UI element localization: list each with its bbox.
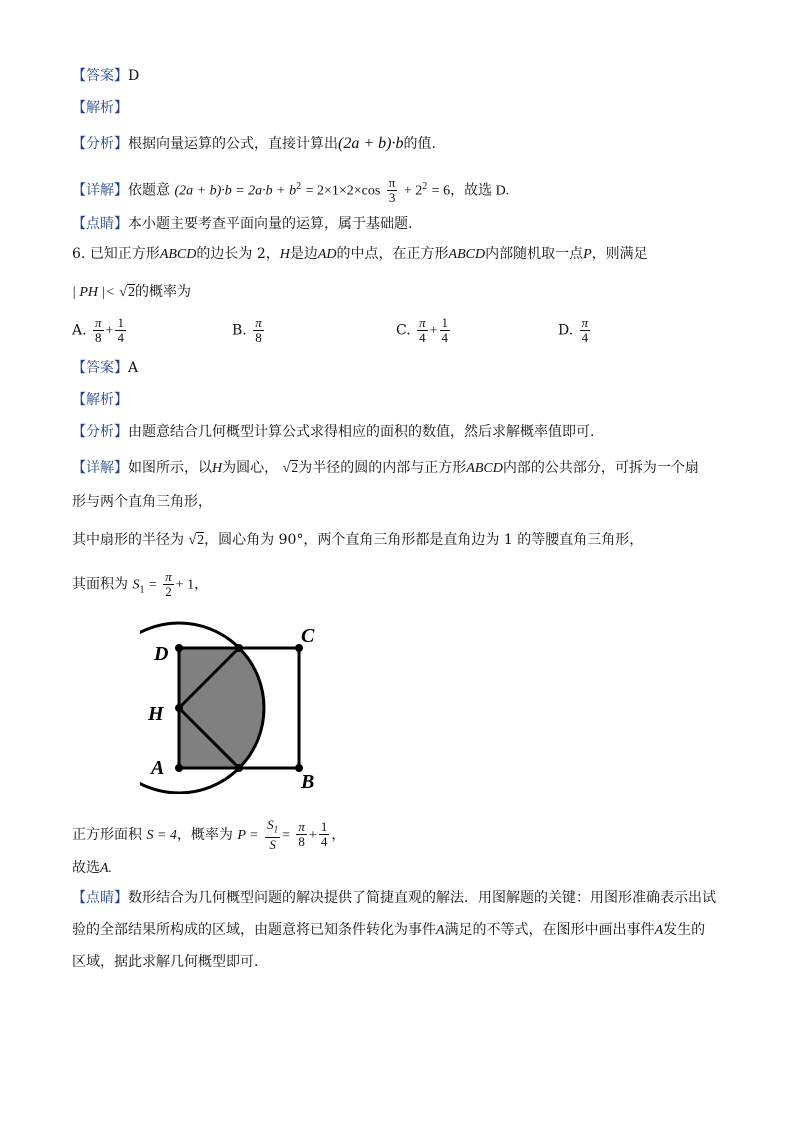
xiangjie-text: 依题意 — [128, 182, 170, 199]
xiangjie-line-q6: 【详解】如图所示，以H为圆心， √2为半径的圆的内部与正方形ABCD内部的公共部分，可拆为一个扇 — [72, 460, 699, 476]
answer-tag: 【答案】 — [72, 68, 128, 84]
frac-num: π — [388, 175, 396, 190]
frac-den: 4 — [419, 330, 426, 345]
stem-part: 的中点，在正方形 — [336, 246, 449, 262]
equals: = — [282, 827, 290, 843]
dianjing-tag: 【点睛】 — [72, 890, 128, 906]
square-name: ABCD — [466, 461, 503, 476]
option-a[interactable] — [72, 316, 128, 345]
fenxi-tag: 【分析】 — [72, 136, 128, 152]
answer-line-q6 — [72, 358, 138, 378]
label-d: D — [154, 643, 169, 665]
pi-over-3-fraction — [387, 176, 398, 205]
dianjing-tag: 【点睛】 — [72, 216, 128, 232]
fraction — [417, 316, 428, 345]
condition-expression: | PH |< — [72, 285, 115, 300]
point-h: H — [212, 461, 223, 476]
probability-line — [72, 818, 345, 852]
frac-num: π — [165, 569, 172, 584]
side-ad: AD — [317, 247, 337, 262]
text-part: ， — [331, 826, 346, 843]
subscript: 1 — [139, 584, 145, 596]
option-label: C. — [396, 322, 411, 339]
frac-den: S — [269, 836, 276, 852]
fenxi-line-q6 — [72, 422, 594, 442]
answer-tag: 【答案】 — [72, 360, 128, 376]
point-p: P — [583, 247, 592, 262]
option-d[interactable] — [558, 316, 592, 345]
plus: + — [105, 323, 114, 339]
answer-value: D — [128, 68, 140, 84]
text-part: 数形结合为几何概型问题的解决提供了简捷直观的解法．用图解题的关键：用图形准确表示出试 — [128, 890, 716, 906]
frac-num: 1 — [320, 819, 328, 835]
text-part: 为半径的圆的内部与正方形 — [298, 460, 467, 476]
frac-den: 4 — [320, 834, 328, 850]
xiangjie-continued — [72, 492, 212, 512]
frac-num: π — [298, 819, 305, 835]
fraction — [253, 316, 264, 345]
option-b[interactable] — [232, 316, 266, 345]
fraction — [440, 316, 451, 345]
stem-part: 的边长为 2， — [196, 246, 280, 262]
dianjing-text: 本小题主要考查平面向量的运算，属于基础题. — [128, 216, 413, 232]
stem-part: 是边 — [289, 246, 318, 262]
stem-part: ，则满足 — [591, 246, 648, 262]
plus-two: + 2 — [403, 183, 423, 199]
option-c[interactable] — [396, 316, 452, 345]
frac-den: 2 — [165, 584, 172, 599]
answer-value: A — [128, 360, 139, 376]
frac-den: 4 — [117, 330, 124, 345]
fraction — [296, 820, 307, 849]
fraction — [580, 316, 591, 345]
xiangjie-tag: 【详解】 — [72, 460, 128, 476]
dianjing-line-q6 — [72, 888, 716, 908]
text-part: + 1， — [175, 577, 209, 593]
dianjing-line-2 — [72, 920, 705, 941]
exponent: 2 — [296, 180, 302, 192]
question-6-stem — [72, 244, 648, 265]
answer-line-q5 — [72, 66, 139, 86]
intersection-top-dot — [235, 644, 243, 652]
frac-num: $S_1$ — [265, 818, 280, 838]
point-a-dot — [175, 764, 183, 772]
frac-den: 4 — [581, 330, 589, 345]
label-h: H — [148, 703, 164, 725]
square-area: S = 4 — [146, 827, 177, 843]
text-part: 发生的 — [663, 922, 706, 938]
text-part: 其面积为 — [72, 576, 128, 593]
s1-over-s-fraction — [265, 818, 280, 852]
fraction — [93, 316, 104, 345]
option-label: D. — [558, 322, 574, 339]
text-part: 区域，据此求解几何概型即可. — [72, 954, 259, 970]
label-a: A — [151, 757, 165, 779]
question-6-condition: | PH |< √2的概率为 — [72, 284, 191, 300]
event-a: A — [654, 923, 664, 938]
text-part: ，圆心角为 90°，两个直角三角形都是直角边为 1 的等腰直角三角形， — [204, 532, 644, 548]
text-part: 正方形面积 — [72, 826, 142, 843]
xiangjie-line-q5 — [72, 176, 509, 205]
frac-num: π — [419, 315, 426, 330]
fenxi-text: 根据向量运算的公式，直接计算出 — [128, 136, 338, 152]
sector-radius-line: 其中扇形的半径为 √2，圆心角为 90°，两个直角三角形都是直角边为 1 的等腰直角三角形， — [72, 532, 644, 548]
analysis-tag: 【解析】 — [72, 392, 128, 408]
frac-num: π — [581, 315, 589, 330]
frac-num: 1 — [441, 315, 449, 330]
text-part: 满足的不等式，在图形中画出事件 — [444, 922, 655, 938]
answer-a: A. — [100, 861, 113, 876]
square-name: ABCD — [448, 247, 486, 262]
question-number: 6. — [72, 246, 86, 262]
fenxi-tag: 【分析】 — [72, 424, 128, 440]
event-a: A — [436, 923, 445, 938]
vector-expression: (2a + b)·b — [338, 135, 404, 152]
conclusion-line — [72, 858, 112, 879]
analysis-heading-q5 — [72, 98, 128, 118]
frac-den: 8 — [95, 330, 102, 345]
frac-den: 4 — [441, 330, 449, 345]
point-h: H — [279, 247, 290, 262]
text-part: 内部的公共部分，可拆为一个扇 — [502, 460, 699, 476]
s-symbol: S — [132, 577, 140, 593]
exponent: 2 — [422, 180, 428, 192]
condition-tail: 的概率为 — [134, 284, 191, 300]
text-part: 形与两个直角三角形， — [72, 494, 212, 510]
text-part: ，概率为 — [176, 826, 233, 843]
label-b: B — [301, 771, 315, 793]
geometry-figure — [140, 618, 330, 794]
point-h-dot — [175, 704, 183, 712]
intersection-bottom-dot — [235, 764, 243, 772]
sqrt-2: 2 — [291, 461, 299, 476]
dianjing-line-3 — [72, 952, 258, 972]
analysis-heading-q6 — [72, 390, 128, 410]
fraction — [115, 316, 126, 345]
label-c: C — [301, 625, 315, 647]
frac-num: π — [255, 315, 262, 330]
text-part: 验的全部结果所构成的区域，由题意将已知条件转化为事件 — [72, 922, 436, 938]
point-d-dot — [175, 644, 183, 652]
area-line: 其面积为 $S_1$ = $\frac{\pi}{2}$ + 1， — [72, 569, 209, 599]
sqrt-2: 2 — [197, 533, 205, 548]
p-equals: P = — [237, 827, 259, 843]
square-name: ABCD — [159, 247, 197, 262]
frac-num: π — [95, 315, 102, 330]
frac-den: 3 — [388, 190, 396, 205]
frac-num: 1 — [117, 315, 124, 330]
fenxi-tail: 的值. — [403, 136, 436, 152]
vector-dot-expansion: (2a + b)·b = 2a·b + b — [174, 183, 297, 199]
frac-den: 8 — [298, 834, 305, 850]
option-label: A. — [72, 322, 87, 339]
stem-part: 内部随机取一点 — [485, 246, 584, 262]
text-part: 为圆心， — [222, 460, 279, 476]
dianjing-line-q5 — [72, 214, 412, 234]
plus: + — [308, 827, 317, 843]
plus: + — [429, 323, 438, 339]
xiangjie-tag: 【详解】 — [72, 182, 128, 199]
option-label: B. — [232, 322, 247, 339]
result-text: = 6，故选 D. — [431, 183, 510, 199]
fenxi-line-q5 — [72, 134, 436, 154]
pi-over-2-fraction — [163, 570, 174, 599]
analysis-tag: 【解析】 — [72, 100, 128, 116]
fenxi-text: 由题意结合几何概型计算公式求得相应的面积的数值，然后求解概率值即可. — [128, 424, 595, 440]
text-part: 其中扇形的半径为 — [72, 532, 184, 548]
text-part: 如图所示，以 — [128, 460, 212, 476]
stem-part: 已知正方形 — [89, 246, 160, 262]
fraction — [319, 820, 330, 849]
sqrt-2: 2 — [127, 285, 135, 300]
cos-expression: = 2×1×2×cos — [305, 183, 381, 199]
frac-den: 8 — [255, 330, 262, 345]
text-part: 故选 — [72, 860, 100, 876]
